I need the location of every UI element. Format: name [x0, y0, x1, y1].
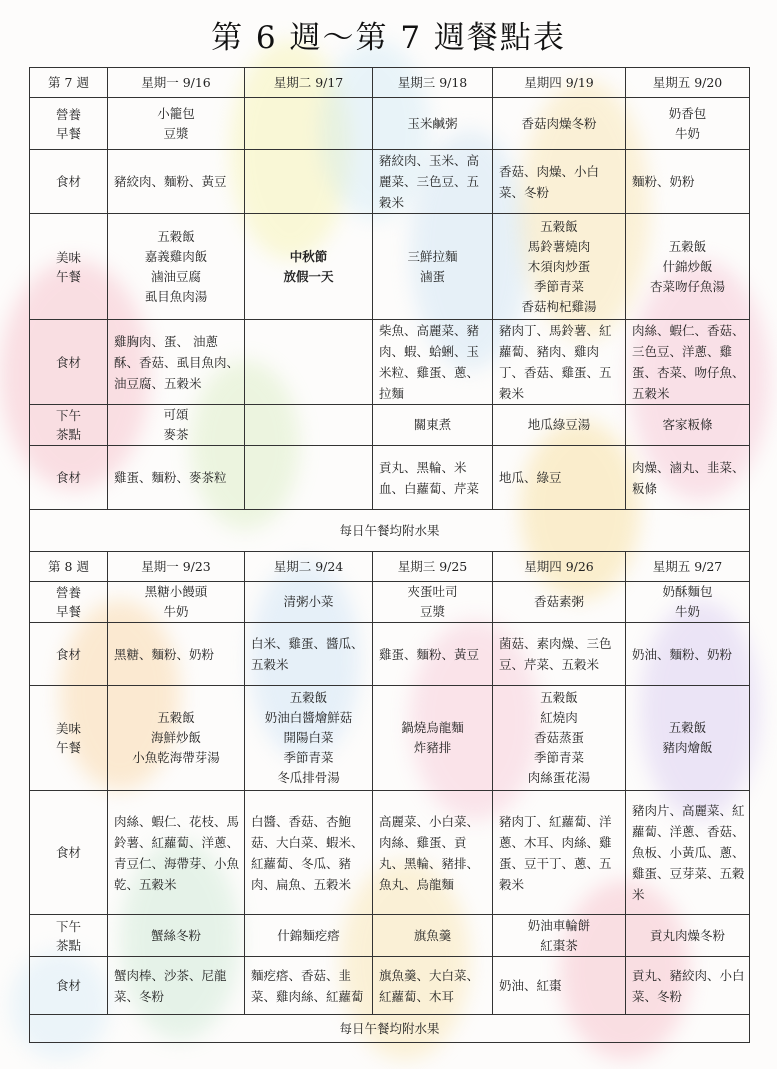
menu-item: 清粥小菜 [283, 594, 334, 609]
ingredients-cell: 豬絞肉、麵粉、黃豆 [108, 150, 245, 214]
row-label-line: 茶點 [55, 427, 81, 442]
menu-item: 奶酥麵包 [662, 584, 713, 599]
menu-item: 紅棗茶 [540, 937, 578, 953]
week-header-row [30, 68, 750, 98]
ingredients-cell: 豬肉丁、馬鈴薯、紅蘿蔔、豬肉、雞肉丁、香菇、雞蛋、五穀米 [493, 320, 626, 405]
snack-cell [626, 405, 750, 446]
breakfast-cell [493, 98, 626, 150]
row-label: 食材 [30, 957, 108, 1015]
day-header: 星期二 9/17 [245, 68, 373, 98]
day-header: 星期五 9/20 [626, 68, 750, 98]
snack-row [30, 405, 750, 446]
ingredients-cell: 肉絲、蝦仁、香菇、三色豆、洋蔥、雞蛋、杏菜、吻仔魚、五穀米 [626, 320, 750, 405]
menu-item: 紅燒肉 [540, 710, 578, 725]
lunch-cell [373, 686, 493, 791]
menu-item: 季節青菜 [533, 750, 584, 765]
menu-item: 五穀飯 [157, 228, 195, 244]
menu-item: 馬鈴薯燒肉 [527, 238, 591, 254]
ingredients-cell: 雞胸肉、蛋、 油蔥酥、香菇、虱目魚肉、油豆腐、五穀米 [108, 320, 245, 405]
menu-item: 木須肉炒蛋 [527, 258, 591, 274]
row-label: 食材 [30, 791, 108, 915]
lunch-cell [245, 214, 373, 320]
ingredients-cell: 肉燥、滷丸、韭菜、粄條 [626, 446, 750, 510]
menu-item: 虱目魚肉湯 [144, 288, 208, 304]
row-label: 食材 [30, 150, 108, 214]
row-label [30, 582, 108, 623]
lunch-cell [108, 686, 245, 791]
breakfast-cell [108, 582, 245, 623]
ingredients-cell: 奶油、麵粉、奶粉 [626, 623, 750, 686]
menu-item: 中秋節 [289, 248, 328, 264]
menu-item: 季節青菜 [533, 278, 584, 294]
menu-item: 玉米鹹粥 [407, 115, 458, 131]
fruit-note-row [30, 1015, 750, 1043]
lunch-cell [108, 214, 245, 320]
row-label-line: 美味 [55, 249, 81, 265]
menu-item: 豆漿 [419, 604, 445, 619]
menu-item: 香菇肉燥冬粉 [521, 115, 597, 131]
snack-cell [493, 405, 626, 446]
menu-item: 可頌 [163, 407, 189, 422]
ingredients-cell: 雞蛋、麵粉、麥茶粒 [108, 446, 245, 510]
snack-cell [108, 405, 245, 446]
ingredients-cell: 香菇、肉燥、小白菜、冬粉 [493, 150, 626, 214]
ingredients-cell: 豬肉丁、紅蘿蔔、洋蔥、木耳、肉絲、雞蛋、豆干丁、蔥、五穀米 [493, 791, 626, 915]
ingredients-cell: 貢丸、黑輪、米血、白蘿蔔、芹菜 [373, 446, 493, 510]
snack-cell [373, 405, 493, 446]
row-label: 食材 [30, 623, 108, 686]
ingredients-cell: 白醬、香菇、杏鮑菇、大白菜、蝦米、紅蘿蔔、冬瓜、豬肉、扁魚、五穀米 [245, 791, 373, 915]
lunch-cell [493, 686, 626, 791]
menu-item: 什錦炒飯 [662, 258, 713, 274]
menu-item: 豆漿 [163, 125, 189, 141]
menu-item: 炸豬排 [413, 740, 452, 755]
menu-item: 五穀飯 [668, 720, 707, 735]
week-header-row [30, 552, 750, 582]
menu-item: 夾蛋吐司 [407, 584, 458, 599]
ingredients-cell [245, 150, 373, 214]
row-label-line: 午餐 [55, 268, 81, 284]
ingredients-cell: 高麗菜、小白菜、肉絲、雞蛋、貢丸、黑輪、豬排、魚丸、烏龍麵 [373, 791, 493, 915]
day-header: 星期二 9/24 [245, 552, 373, 582]
row-label [30, 405, 108, 446]
row-label-line: 午餐 [55, 740, 81, 755]
menu-item: 牛奶 [163, 604, 189, 619]
menu-item: 開陽白菜 [283, 730, 334, 745]
menu-item: 貢丸肉燥冬粉 [649, 927, 725, 943]
breakfast-row [30, 98, 750, 150]
menu-item: 地瓜綠豆湯 [527, 417, 591, 432]
lunch-ing-row [30, 791, 750, 915]
day-header: 星期三 9/25 [373, 552, 493, 582]
ingredients-cell [245, 446, 373, 510]
menu-item: 香菇蒸蛋 [533, 730, 584, 745]
ingredients-cell: 菌菇、素肉燥、三色豆、芹菜、五穀米 [493, 623, 626, 686]
row-label [30, 686, 108, 791]
menu-item: 關東煮 [413, 417, 452, 432]
menu-item: 五穀飯 [540, 218, 578, 234]
menu-item: 肉絲蛋花湯 [527, 770, 591, 785]
snack-cell [245, 915, 373, 957]
snack-cell [373, 915, 493, 957]
ingredients-cell: 地瓜、綠豆 [493, 446, 626, 510]
row-label-line: 美味 [55, 721, 81, 736]
breakfast-cell [493, 582, 626, 623]
breakfast-ing-row [30, 150, 750, 214]
menu-item: 五穀飯 [540, 690, 578, 705]
menu-item: 香菇素粥 [533, 594, 584, 609]
row-label [30, 98, 108, 150]
snack-ing-row [30, 957, 750, 1015]
day-header: 星期四 9/26 [493, 552, 626, 582]
menu-item: 三鮮拉麵 [407, 248, 458, 264]
row-label-line: 早餐 [55, 604, 81, 619]
row-label-line: 早餐 [55, 125, 81, 141]
breakfast-cell [108, 98, 245, 150]
breakfast-cell [373, 98, 493, 150]
day-header: 星期一 9/23 [108, 552, 245, 582]
breakfast-ing-row [30, 623, 750, 686]
menu-item: 牛奶 [674, 125, 700, 141]
row-label-line: 下午 [55, 408, 81, 423]
menu-item: 奶油白醬燴鮮菇 [264, 710, 353, 725]
menu-item: 滷油豆腐 [150, 268, 201, 284]
breakfast-cell [626, 582, 750, 623]
ingredients-cell: 柴魚、高麗菜、豬肉、蝦、蛤蜊、玉米粒、雞蛋、蔥、拉麵 [373, 320, 493, 405]
menu-item: 旗魚羹 [413, 927, 452, 943]
menu-item: 小魚乾海帶芽湯 [132, 750, 220, 765]
meal-schedule-table [29, 67, 750, 1043]
ingredients-cell: 旗魚羹、大白菜、紅蘿蔔、木耳 [373, 957, 493, 1015]
breakfast-cell [245, 98, 373, 150]
menu-item: 嘉義雞肉飯 [144, 248, 208, 264]
row-label: 食材 [30, 320, 108, 405]
week-label: 第 7 週 [30, 68, 108, 98]
lunch-row [30, 214, 750, 320]
lunch-cell [493, 214, 626, 320]
ingredients-cell: 貢丸、豬絞肉、小白菜、冬粉 [626, 957, 750, 1015]
menu-item: 黑糖小饅頭 [144, 584, 208, 599]
ingredients-cell: 奶油、紅棗 [493, 957, 626, 1015]
menu-item: 五穀飯 [668, 238, 707, 254]
day-header: 星期一 9/16 [108, 68, 245, 98]
snack-ing-row [30, 446, 750, 510]
menu-item: 杏菜吻仔魚湯 [649, 278, 725, 294]
row-label [30, 214, 108, 320]
menu-item: 五穀飯 [157, 710, 195, 725]
ingredients-cell: 麵疙瘩、香菇、韭菜、雞肉絲、紅蘿蔔 [245, 957, 373, 1015]
menu-item: 冬瓜排骨湯 [277, 770, 340, 785]
fruit-note: 每日午餐均附水果 [30, 1015, 750, 1043]
row-label-line: 茶點 [55, 937, 81, 953]
menu-item: 放假一天 [283, 268, 334, 284]
breakfast-cell [373, 582, 493, 623]
ingredients-cell: 麵粉、奶粉 [626, 150, 750, 214]
menu-item: 牛奶 [674, 604, 700, 619]
menu-item: 滷蛋 [419, 268, 445, 284]
lunch-row [30, 686, 750, 791]
row-label-line: 下午 [55, 918, 81, 934]
snack-cell [108, 915, 245, 957]
menu-item: 香菇枸杞雞湯 [521, 298, 597, 314]
row-label [30, 915, 108, 957]
snack-cell [626, 915, 750, 957]
snack-cell [493, 915, 626, 957]
menu-item: 什錦麵疙瘩 [277, 927, 340, 943]
snack-row [30, 915, 750, 957]
meal-schedule-body [30, 68, 750, 1043]
ingredients-cell: 豬肉片、高麗菜、紅蘿蔔、洋蔥、香菇、魚板、小黃瓜、蔥、雞蛋、豆芽菜、五穀米 [626, 791, 750, 915]
fruit-note-row [30, 510, 750, 552]
menu-item: 小籠包 [157, 105, 195, 121]
day-header: 星期四 9/19 [493, 68, 626, 98]
lunch-ing-row [30, 320, 750, 405]
day-header: 星期五 9/27 [626, 552, 750, 582]
lunch-cell [373, 214, 493, 320]
day-header: 星期三 9/18 [373, 68, 493, 98]
menu-item: 奶油車輪餅 [527, 917, 591, 933]
menu-item: 蟹絲冬粉 [150, 927, 201, 943]
breakfast-cell [245, 582, 373, 623]
ingredients-cell: 黑糖、麵粉、奶粉 [108, 623, 245, 686]
ingredients-cell [245, 320, 373, 405]
menu-item: 奶香包 [668, 105, 707, 121]
page-title: 第 6 週～第 7 週餐點表 [211, 20, 566, 56]
menu-item: 客家粄條 [662, 417, 713, 432]
ingredients-cell: 豬絞肉、玉米、高麗菜、三色豆、五穀米 [373, 150, 493, 214]
menu-item: 五穀飯 [289, 690, 328, 705]
menu-item: 麥茶 [163, 427, 189, 442]
ingredients-cell: 蟹肉棒、沙茶、尼龍菜、冬粉 [108, 957, 245, 1015]
lunch-cell [626, 686, 750, 791]
ingredients-cell: 雞蛋、麵粉、黃豆 [373, 623, 493, 686]
ingredients-cell: 白米、雞蛋、醬瓜、五穀米 [245, 623, 373, 686]
week-label: 第 8 週 [30, 552, 108, 582]
lunch-cell [626, 214, 750, 320]
ingredients-cell: 肉絲、蝦仁、花枝、馬鈴薯、紅蘿蔔、洋蔥、青豆仁、海帶芽、小魚乾、五穀米 [108, 791, 245, 915]
fruit-note: 每日午餐均附水果 [30, 510, 750, 552]
lunch-cell [245, 686, 373, 791]
row-label-line: 營養 [55, 106, 81, 122]
breakfast-cell [626, 98, 750, 150]
row-label: 食材 [30, 446, 108, 510]
menu-item: 季節青菜 [283, 750, 334, 765]
snack-cell [245, 405, 373, 446]
menu-item: 豬肉燴飯 [662, 740, 713, 755]
row-label-line: 營養 [55, 585, 81, 600]
breakfast-row [30, 582, 750, 623]
menu-item: 鍋燒烏龍麵 [401, 720, 464, 735]
menu-item: 海鮮炒飯 [150, 730, 201, 745]
